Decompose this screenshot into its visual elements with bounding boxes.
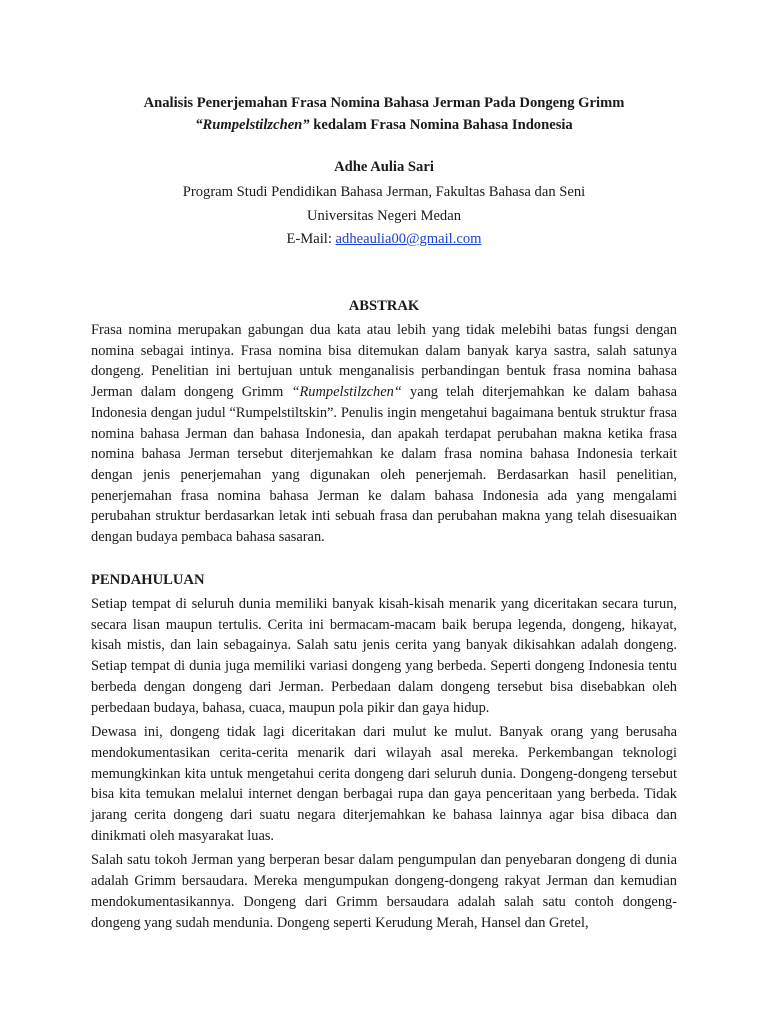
intro-paragraph-3: Salah satu tokoh Jerman yang berperan besar dalam pengumpulan dan penyebaran dongeng di dunia adalah Grimm bersaudara. Mereka mengumpukan dongeng-dongeng rakyat Jerman dan kemudian mendokumentasikannya. Dongeng dari Grimm bersaudara adalah salah satu contoh dongeng-dongeng yang sudah mendunia. Dongeng seperti Kerudung Merah, Hansel dan Gretel, — [91, 852, 677, 931]
introduction-heading: PENDAHULUAN — [91, 572, 205, 588]
affiliation-block — [0, 181, 768, 252]
abstract-heading: ABSTRAK — [348, 298, 420, 314]
email-link[interactable]: adheaulia00@gmail.com — [335, 231, 482, 247]
affiliation-university: Universitas Negeri Medan — [307, 207, 461, 224]
title-italic-work: “Rumpelstilzchen” — [195, 117, 310, 133]
paper-title — [60, 92, 708, 136]
title-line-2-rest: kedalam Frasa Nomina Bahasa Indonesia — [309, 117, 573, 133]
intro-paragraph-1: Setiap tempat di seluruh dunia memiliki banyak kisah-kisah menarik yang diceritakan secara turun, secara lisan maupun tertulis. Cerita ini bermacam-macam baik berupa legenda, dongeng, hikayat, kisah mistis, dan lain sebagainya. Salah satu jenis cerita yang banyak dikisahkan adalah dongeng. Setiap tempat di dunia juga memiliki variasi dongeng yang berbeda. Seperti dongeng Indonesia tentu berbeda dengan dongeng dari Jerman. Perbedaan dalam dongeng tersebut bisa disebabkan oleh perbedaan budaya, bahasa, cuaca, maupun pola pikir dan gaya hidup. — [91, 596, 677, 716]
author-name: Adhe Aulia Sari — [334, 159, 434, 175]
email-label: E-Mail: — [286, 231, 336, 247]
abstract-text — [91, 320, 677, 548]
abstract-italic-title: “Rumpelstilzchen“ — [291, 384, 402, 401]
title-line-1: Analisis Penerjemahan Frasa Nomina Bahasa Jerman Pada Dongeng Grimm — [143, 95, 625, 111]
email-line — [0, 228, 768, 252]
abstract-text-part-2: yang telah diterjemahkan ke dalam bahasa Indonesia dengan judul “Rumpelstiltskin”. Penulis ingin mengetahui bagaimana bentuk struktur frasa nomina bahasa Jerman dan bahasa Indonesia, dan apakah terdapat perubahan makna ketika frasa nomina bahasa Jerman tersebut diterjemahkan ke dalam frasa nomina bahasa Indonesia terkait dengan jenis penerjemahan yang digunakan oleh penerjemah. Berdasarkan hasil penelitian, penerjemahan frasa nomina bahasa Jerman ke dalam bahasa Indonesia ada yang mengalami perubahan struktur berdasarkan letak inti sebuah frasa dan perubahan makna yang telah disesuaikan dengan budaya pembaca bahasa sasaran. — [91, 384, 677, 546]
title-line-2 — [60, 114, 708, 136]
affiliation-program: Program Studi Pendidikan Bahasa Jerman, Fakultas Bahasa dan Seni — [182, 184, 586, 200]
introduction-body — [91, 594, 677, 937]
abstract-text-part-1: Frasa nomina merupakan gabungan dua kata atau lebih yang tidak melebihi batas fungsi dengan nomina sebagai intinya. Frasa nomina bisa ditemukan dalam banyak karya sastra, salah satunya dongeng. Penelitian ini bertujuan untuk menganalisis perbandingan bentuk frasa nomina bahasa Jerman dalam dongeng Grimm — [91, 322, 677, 401]
intro-paragraph-2: Dewasa ini, dongeng tidak lagi diceritakan dari mulut ke mulut. Banyak orang yang berusaha mendokumentasikan cerita-cerita menarik dari wilayah asal mereka. Perkembangan teknologi memungkinkan kita untuk mengetahui cerita dongeng dari seluruh dunia. Dongeng-dongeng tersebut bisa kita temukan melalui internet dengan berbagai rupa dan gaya penceritaan yang berbeda. Tidak jarang cerita dongeng dari suatu negara diterjemahkan ke bahasa lainnya agar bisa dibaca dan dinikmati oleh masyarakat luas. — [91, 724, 677, 844]
